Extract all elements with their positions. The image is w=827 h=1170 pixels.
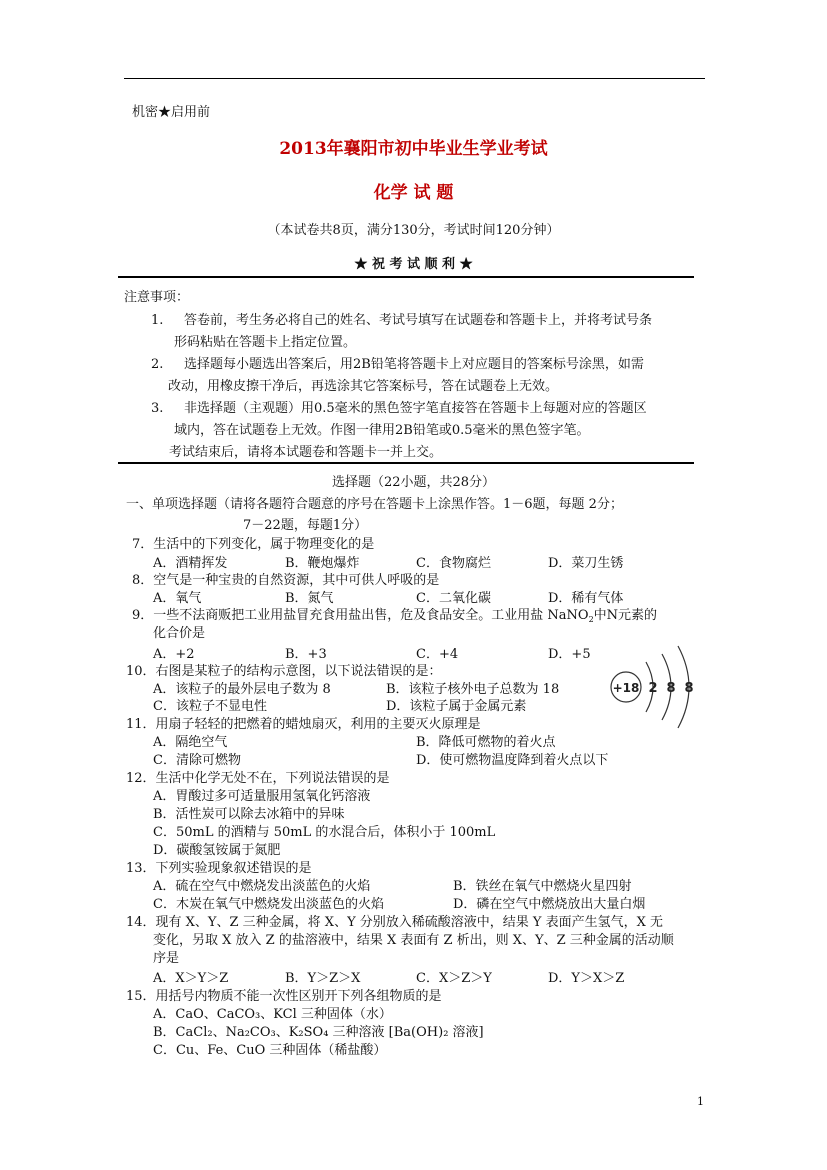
option-c: C．食物腐烂 (416, 556, 491, 571)
option-d: D．菜刀生锈 (548, 556, 624, 571)
subject-title: 化学 试 题 (373, 183, 454, 203)
shell-electrons-1: 2 (648, 681, 658, 696)
question-stem-continued: 化合价是 (153, 626, 206, 641)
option-c: C．木炭在氧气中燃烧发出淡蓝色的火焰 (153, 897, 384, 912)
part-instructions: 7－22题，每题1分） (243, 518, 368, 533)
option-d: D．磷在空气中燃烧放出大量白烟 (453, 897, 646, 912)
option-a: A．硫在空气中燃烧发出淡蓝色的火焰 (153, 879, 371, 894)
option-d: D．该粒子属于金属元素 (386, 699, 527, 714)
option-b: B．该粒子核外电子总数为 18 (386, 682, 560, 697)
exam-title: 2013年襄阳市初中毕业生学业考试 (279, 139, 548, 159)
notes-rule (118, 462, 694, 464)
option-a: A．隔绝空气 (153, 735, 228, 750)
section-heading: 选择题（22小题，共28分） (331, 475, 496, 490)
option-c: C．+4 (416, 647, 459, 662)
option-d: D．使可燃物温度降到着火点以下 (416, 753, 609, 768)
note-line: 形码粘贴在答题卡上指定位置。 (174, 335, 357, 350)
option-b: B．降低可燃物的着火点 (416, 735, 556, 750)
note-number: 3. (151, 401, 164, 416)
option-c: C．X＞Z＞Y (416, 971, 492, 986)
atom-structure-diagram (604, 640, 714, 735)
option-d: D．+5 (548, 647, 591, 662)
header-rule (118, 276, 694, 278)
question-stem: 10．右图是某粒子的结构示意图，以下说法错误的是： (126, 664, 442, 679)
question-stem: 15．用括号内物质不能一次性区别开下列各组物质的是 (126, 989, 442, 1004)
option-b: B．鞭炮爆炸 (285, 556, 360, 571)
option-c: C．清除可燃物 (153, 753, 241, 768)
confidential-label: 机密★启用前 (132, 105, 211, 120)
question-stem: 11．用扇子轻轻的把燃着的蜡烛扇灭，利用的主要灭火原理是 (126, 717, 481, 732)
option-a: A．酒精挥发 (153, 556, 228, 571)
option-c: C．二氧化碳 (416, 591, 491, 606)
question-stem: 7．生活中的下列变化，属于物理变化的是 (132, 537, 375, 552)
option-c: C．Cu、Fe、CuO 三种固体（稀盐酸） (153, 1043, 387, 1058)
option-b: B．Y＞Z＞X (285, 971, 361, 986)
shell-electrons-3: 8 (684, 681, 694, 696)
page-number: 1 (697, 1095, 704, 1108)
option-d: D．碳酸氢铵属于氮肥 (153, 843, 281, 858)
option-a: A．该粒子的最外层电子数为 8 (153, 682, 331, 697)
question-stem-continued: 序是 (153, 951, 180, 966)
note-line: 选择题每小题选出答案后，用2B铅笔将答题卡上对应题目的答案标号涂黑，如需 (184, 357, 644, 372)
option-a: A．X＞Y＞Z (153, 971, 229, 986)
option-b: B．CaCl₂、Na₂CO₃、K₂SO₄ 三种溶液 [Ba(OH)₂ 溶液] (153, 1025, 484, 1040)
shell-electrons-2: 8 (666, 681, 676, 696)
question-stem: 14．现有 X、Y、Z 三种金属，将 X、Y 分别放入稀硫酸溶液中，结果 Y 表面产生氢气，X 无 (126, 915, 664, 930)
note-number: 2. (151, 357, 164, 372)
note-line: 非选择题（主观题）用0.5毫米的黑色签字笔直接答在答题卡上每题对应的答题区 (184, 401, 647, 416)
note-number: 1. (151, 313, 164, 328)
question-stem-continued: 变化，另取 X 放入 Z 的盐溶液中，结果 X 表面有 Z 析出，则 X、Y、Z 三种金属的活动顺 (153, 933, 674, 948)
question-stem: 13．下列实验现象叙述错误的是 (126, 861, 312, 876)
top-rule (124, 78, 705, 79)
option-b: B．铁丝在氧气中燃烧火星四射 (453, 879, 632, 894)
nucleus-charge: +18 (612, 681, 640, 695)
option-d: D．稀有气体 (548, 591, 624, 606)
question-stem: 9．一些不法商贩把工业用盐冒充食用盐出售，危及食品安全。工业用盐 NaNO$_2$中N元素的 (132, 608, 658, 624)
option-b: B．活性炭可以除去冰箱中的异味 (153, 807, 345, 822)
part-instructions: 一、单项选择题（请将各题符合题意的序号在答题卡上涂黑作答。1－6题，每题 2分； (126, 497, 623, 512)
option-a: A．胃酸过多可适量服用氢氧化钙溶液 (153, 789, 371, 804)
option-a: A．+2 (153, 647, 195, 662)
option-b: B．氮气 (285, 591, 334, 606)
exam-info: （本试卷共8页，满分130分，考试时间120分钟） (267, 223, 560, 238)
option-a: A．CaO、CaCO₃、KCl 三种固体（水） (153, 1007, 392, 1022)
question-stem: 8．空气是一种宝贵的自然资源，其中可供人呼吸的是 (132, 573, 440, 588)
option-c: C．50mL 的酒精与 50mL 的水混合后，体积小于 100mL (153, 825, 496, 840)
blessing: ★ 祝 考 试 顺 利 ★ (354, 257, 473, 272)
option-b: B．+3 (285, 647, 327, 662)
note-final: 考试结束后，请将本试题卷和答题卡一并上交。 (169, 445, 443, 460)
note-line: 改动，用橡皮擦干净后，再选涂其它答案标号，答在试题卷上无效。 (168, 379, 559, 394)
option-c: C．该粒子不显电性 (153, 699, 267, 714)
notes-title: 注意事项： (124, 290, 190, 305)
question-stem: 12．生活中化学无处不在，下列说法错误的是 (126, 771, 390, 786)
note-line: 答卷前，考生务必将自己的姓名、考试号填写在试题卷和答题卡上，并将考试号条 (184, 313, 653, 328)
option-d: D．Y＞X＞Z (548, 971, 625, 986)
option-a: A．氧气 (153, 591, 202, 606)
note-line: 域内，答在试题卷上无效。作图一律用2B铅笔或0.5毫米的黑色签字笔。 (174, 423, 590, 438)
